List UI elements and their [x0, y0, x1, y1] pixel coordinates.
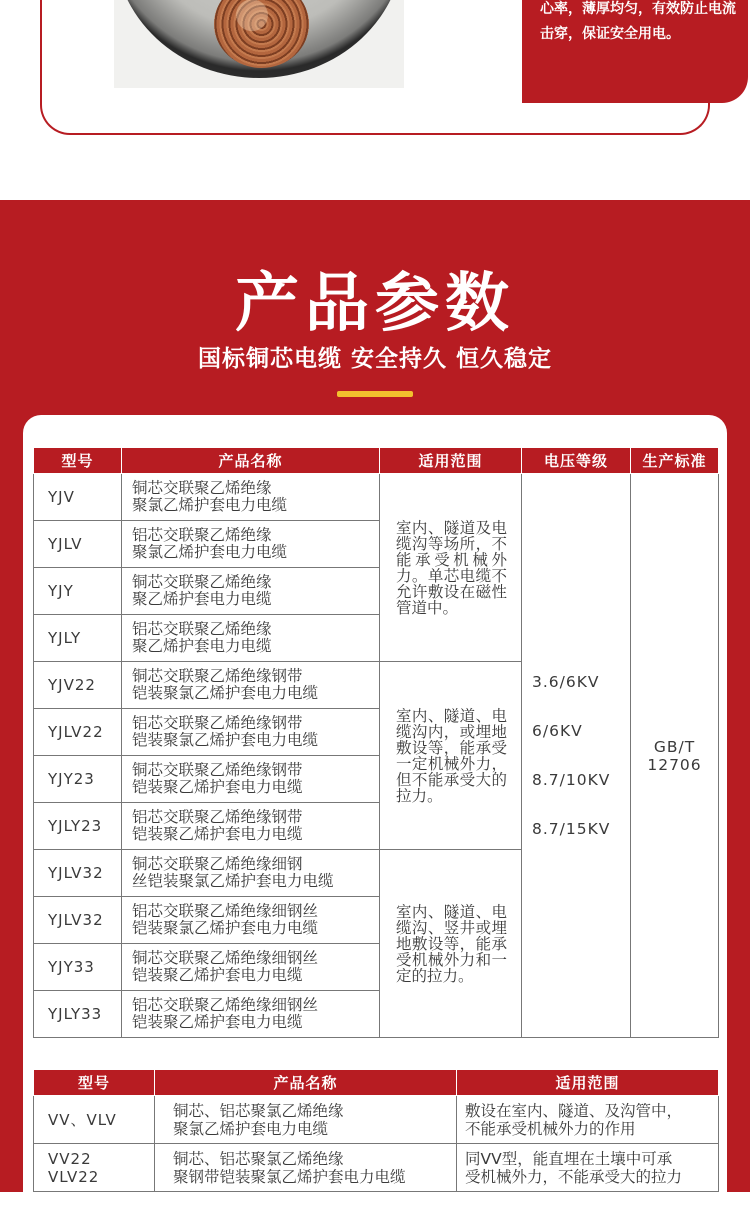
cell-name: 铜芯交联聚乙烯绝缘钢带 铠装聚乙烯护套电力电缆	[122, 756, 380, 803]
cell-model: YJLY33	[34, 991, 122, 1038]
voltage-value: 8.7/10KV	[532, 770, 611, 789]
feature-frame	[40, 0, 736, 135]
cell-voltage	[522, 474, 631, 1038]
header-model: 型号	[34, 448, 122, 474]
cable-cross-section-image	[114, 0, 404, 88]
cell-standard	[631, 474, 719, 1038]
cell-name: 铜芯交联聚乙烯绝缘 聚乙烯护套电力电缆	[122, 568, 380, 615]
voltage-value: 3.6/6KV	[532, 672, 600, 691]
cell-name: 铜芯交联聚乙烯绝缘细钢丝 铠装聚乙烯护套电力电缆	[122, 944, 380, 991]
title-underline	[337, 391, 413, 397]
cell-model: YJV	[34, 474, 122, 521]
cell-model: YJY	[34, 568, 122, 615]
header-standard: 生产标准	[631, 448, 719, 474]
cell-model: YJY23	[34, 756, 122, 803]
standard-value: GB/T 12706	[647, 737, 702, 774]
cell-name: 铝芯交联聚乙烯绝缘细钢丝 铠装聚乙烯护套电力电缆	[122, 991, 380, 1038]
cell-name: 铝芯交联聚乙烯绝缘 聚乙烯护套电力电缆	[122, 615, 380, 662]
cell-name: 铝芯交联聚乙烯绝缘钢带 铠装聚乙烯护套电力电缆	[122, 803, 380, 850]
cell-name: 铜芯交联聚乙烯绝缘 聚氯乙烯护套电力电缆	[122, 474, 380, 521]
cell-name: 铝芯交联聚乙烯绝缘 聚氯乙烯护套电力电缆	[122, 521, 380, 568]
cell-model: YJLV32	[34, 897, 122, 944]
cell-model: YJV22	[34, 662, 122, 709]
table-row	[34, 474, 719, 521]
top-banner	[0, 0, 750, 200]
cell-model: VV、VLV	[34, 1096, 155, 1144]
header-voltage: 电压等级	[522, 448, 631, 474]
cell-model: VV22 VLV22	[34, 1144, 155, 1192]
table-header-row	[34, 448, 719, 474]
cell-scope: 敷设在室内、隧道、及沟管中， 不能承受机械外力的作用	[457, 1096, 719, 1144]
table-row	[34, 1096, 719, 1144]
table-header-row	[34, 1070, 719, 1096]
table-row	[34, 1144, 719, 1192]
cell-name: 铜芯交联聚乙烯绝缘钢带 铠装聚氯乙烯护套电力电缆	[122, 662, 380, 709]
cell-model: YJLV	[34, 521, 122, 568]
header-scope: 适用范围	[457, 1070, 719, 1096]
feature-text: 心率，薄厚均匀，有效防止电流击穿，保证安全用电。	[540, 1, 736, 42]
cell-scope: 同VV型，能直埋在土壤中可承 受机械外力，不能承受大的拉力	[457, 1144, 719, 1192]
cell-scope: 室内、隧道及电缆沟等场所，不能承受机械外力。单芯电缆不允许敷设在磁性管道中。	[380, 474, 522, 662]
cell-scope: 室内、隧道、电缆沟、竖井或埋地敷设等，能承受机械外力和一定的拉力。	[380, 850, 522, 1038]
section-title: 产品参数	[235, 267, 515, 341]
feature-description	[522, 0, 748, 103]
header-scope: 适用范围	[380, 448, 522, 474]
cell-name: 铜芯交联聚乙烯绝缘细钢 丝铠装聚氯乙烯护套电力电缆	[122, 850, 380, 897]
cell-name: 铜芯、铝芯聚氯乙烯绝缘 聚氯乙烯护套电力电缆	[155, 1096, 457, 1144]
cell-model: YJLV32	[34, 850, 122, 897]
params-table-yj	[33, 447, 719, 1038]
voltage-value: 8.7/15KV	[532, 819, 611, 838]
cell-scope: 室内、隧道、电缆沟内，或埋地敷设等，能承受一定机械外力，但不能承受大的拉力。	[380, 662, 522, 850]
voltage-value: 6/6KV	[532, 721, 583, 740]
cell-model: YJLY	[34, 615, 122, 662]
section-subtitle: 国标铜芯电缆 安全持久 恒久稳定	[197, 346, 552, 372]
header-model: 型号	[34, 1070, 155, 1096]
cell-name: 铜芯、铝芯聚氯乙烯绝缘 聚钢带铠装聚氯乙烯护套电力电缆	[155, 1144, 457, 1192]
cell-model: YJLV22	[34, 709, 122, 756]
cell-name: 铝芯交联聚乙烯绝缘细钢丝 铠装聚氯乙烯护套电力电缆	[122, 897, 380, 944]
cell-model: YJLY23	[34, 803, 122, 850]
header-name: 产品名称	[122, 448, 380, 474]
header-name: 产品名称	[155, 1070, 457, 1096]
cell-name: 铝芯交联聚乙烯绝缘钢带 铠装聚氯乙烯护套电力电缆	[122, 709, 380, 756]
cell-model: YJY33	[34, 944, 122, 991]
params-table-vv	[33, 1069, 719, 1192]
